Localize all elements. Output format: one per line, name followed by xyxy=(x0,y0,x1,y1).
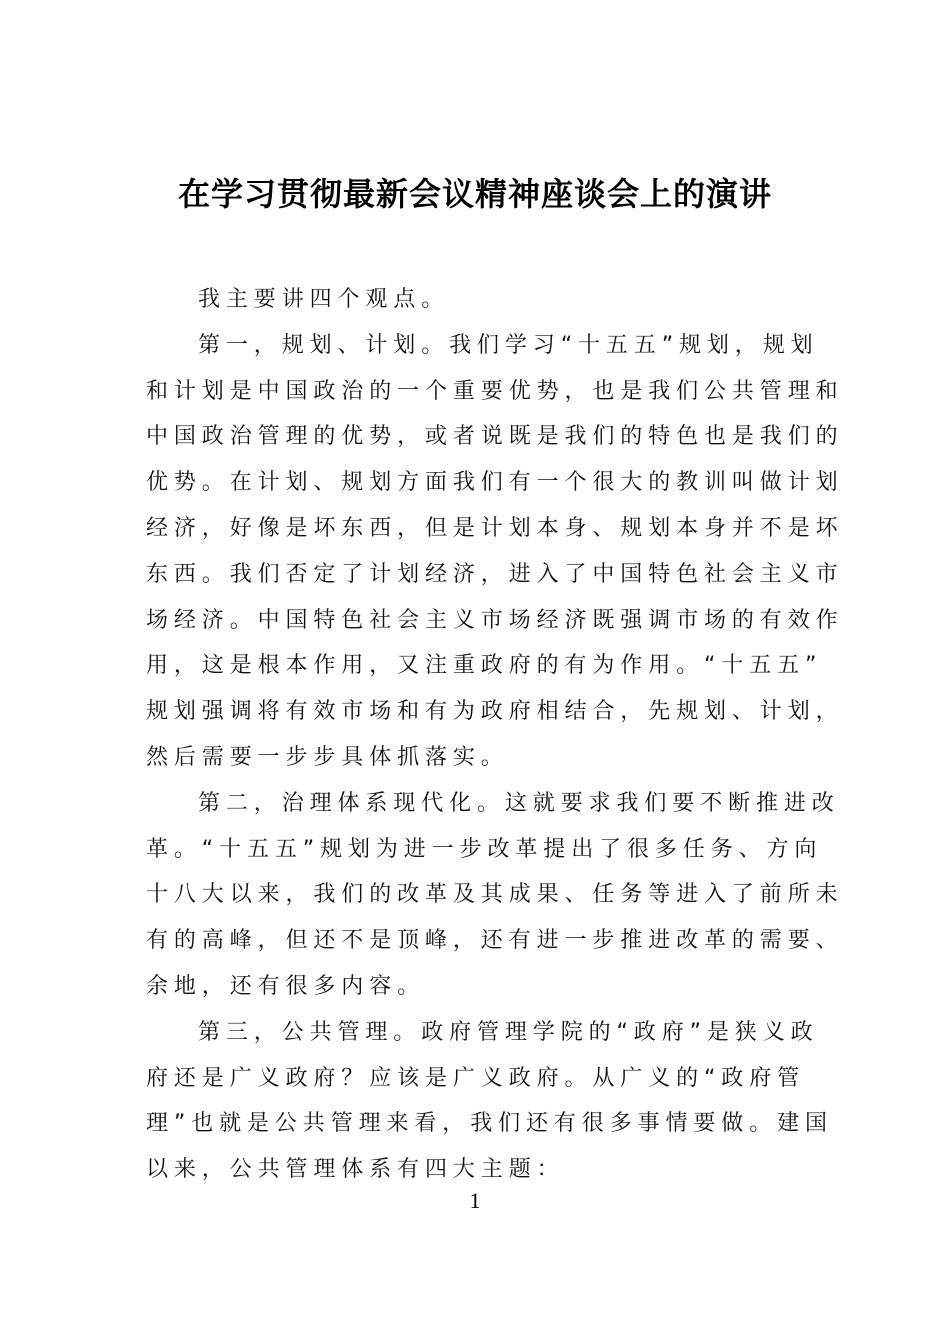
paragraph-line: 我主要讲四个观点。 xyxy=(198,287,450,312)
paragraph-line: 第一，规划、计划。我们学习“十五五”规划，规划 xyxy=(198,332,819,358)
paragraph-line: 东西。我们否定了计划经济，进入了中国特色社会主义市 xyxy=(146,561,844,587)
page-number: 1 xyxy=(469,1188,481,1213)
paragraph-line: 余地，还有很多内容。 xyxy=(146,973,426,999)
paragraph-line: 第三，公共管理。政府管理学院的“政府”是狭义政 xyxy=(198,1019,819,1045)
paragraph-line: 优势。在计划、规划方面我们有一个很大的教训叫做计划 xyxy=(146,470,844,496)
paragraph-line: 和计划是中国政治的一个重要优势，也是我们公共管理和 xyxy=(146,378,844,404)
paragraph-line: 第二，治理体系现代化。这就要求我们要不断推进改 xyxy=(198,790,840,816)
paragraph-line: 规划强调将有效市场和有为政府相结合，先规划、计划， xyxy=(146,699,844,725)
paragraph-line: 场经济。中国特色社会主义市场经济既强调市场的有效作 xyxy=(146,607,844,633)
document-body xyxy=(146,277,844,1193)
paragraph-line: 中国政治管理的优势，或者说既是我们的特色也是我们的 xyxy=(146,424,844,450)
paragraph-line: 理”也就是公共管理来看，我们还有很多事情要做。建国 xyxy=(146,1111,833,1137)
paragraph-line: 经济，好像是坏东西，但是计划本身、规划本身并不是坏 xyxy=(146,515,844,541)
document-title: 在学习贯彻最新会议精神座谈会上的演讲 xyxy=(177,175,772,213)
paragraph-line: 以来，公共管理体系有四大主题： xyxy=(146,1157,565,1183)
paragraph-line: 十八大以来，我们的改革及其成果、任务等进入了前所未 xyxy=(146,882,844,908)
paragraph-line: 有的高峰，但还不是顶峰，还有进一步推进改革的需要、 xyxy=(146,928,844,954)
paragraph-line: 革。“十五五”规划为进一步改革提出了很多任务、方向 xyxy=(146,836,823,862)
paragraph-line: 用，这是根本作用，又注重政府的有为作用。“十五五” xyxy=(146,653,823,679)
paragraph-line: 然后需要一步步具体抓落实。 xyxy=(146,744,509,770)
paragraph-line: 府还是广义政府？应该是广义政府。从广义的“政府管 xyxy=(146,1065,805,1091)
